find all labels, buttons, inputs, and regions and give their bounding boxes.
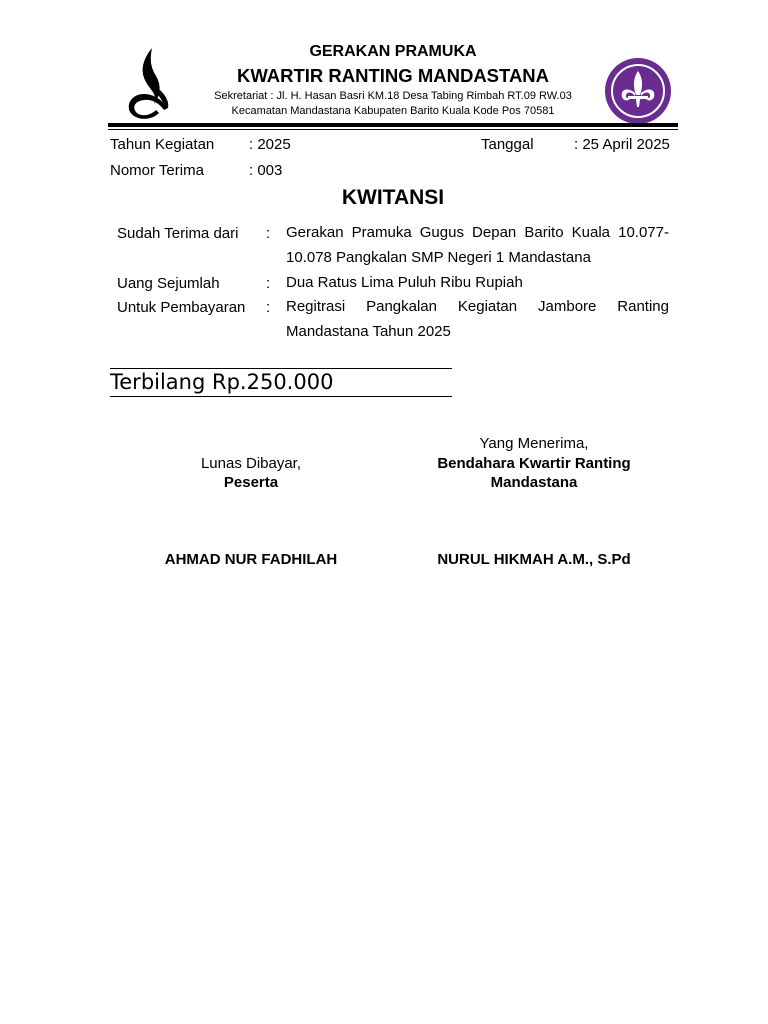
world-scout-fleur-de-lis-icon: [604, 57, 672, 125]
left-signature-role: Peserta: [223, 474, 279, 491]
uang-sejumlah-value: Dua Ratus Lima Puluh Ribu Rupiah: [286, 274, 523, 291]
letterhead-divider-thin: [108, 129, 678, 130]
terbilang-top-rule: [110, 368, 452, 369]
tanggal-label: Tanggal: [481, 136, 534, 153]
tahun-kegiatan-value: : 2025: [249, 136, 291, 153]
sudah-terima-colon: :: [266, 225, 271, 242]
uang-sejumlah-label: Uang Sejumlah: [117, 275, 220, 292]
org-name-line1: GERAKAN PRAMUKA: [309, 43, 477, 60]
address-line2: Kecamatan Mandastana Kabupaten Barito Kuala Kode Pos 70581: [231, 105, 555, 117]
sudah-terima-label: Sudah Terima dari: [117, 225, 239, 242]
untuk-pembayaran-label: Untuk Pembayaran: [117, 299, 246, 316]
right-signature-caption: Yang Menerima,: [479, 435, 589, 452]
sudah-terima-value: Gerakan Pramuka Gugus Depan Barito Kuala 10.077-10.078 Pangkalan SMP Negeri 1 Mandastana: [286, 224, 669, 266]
right-signature-name: NURUL HIKMAH A.M., S.Pd: [437, 551, 631, 568]
right-signature-role-line2: Mandastana: [490, 474, 578, 491]
left-signature-name: AHMAD NUR FADHILAH: [164, 551, 338, 568]
untuk-pembayaran-value: Regitrasi Pangkalan Kegiatan Jambore Ranting Mandastana Tahun 2025: [286, 298, 669, 340]
nomor-terima-label: Nomor Terima: [110, 162, 204, 179]
tanggal-value: : 25 April 2025: [574, 136, 670, 153]
left-signature-caption: Lunas Dibayar,: [200, 455, 302, 472]
terbilang-bottom-rule: [110, 396, 452, 397]
tahun-kegiatan-label: Tahun Kegiatan: [110, 136, 215, 153]
org-name-line2: KWARTIR RANTING MANDASTANA: [236, 65, 550, 86]
untuk-pembayaran-colon: :: [266, 299, 271, 316]
letterhead-divider-thick: [108, 123, 678, 127]
terbilang-amount: Terbilang Rp.250.000: [110, 370, 334, 394]
right-signature-role-line1: Bendahara Kwartir Ranting: [437, 455, 631, 472]
tunas-kelapa-icon: [124, 46, 174, 120]
document-title: KWITANSI: [341, 186, 445, 209]
nomor-terima-value: : 003: [249, 162, 283, 179]
address-line1: Sekretariat : Jl. H. Hasan Basri KM.18 Desa Tabing Rimbah RT.09 RW.03: [214, 90, 572, 102]
uang-sejumlah-colon: :: [266, 275, 271, 292]
